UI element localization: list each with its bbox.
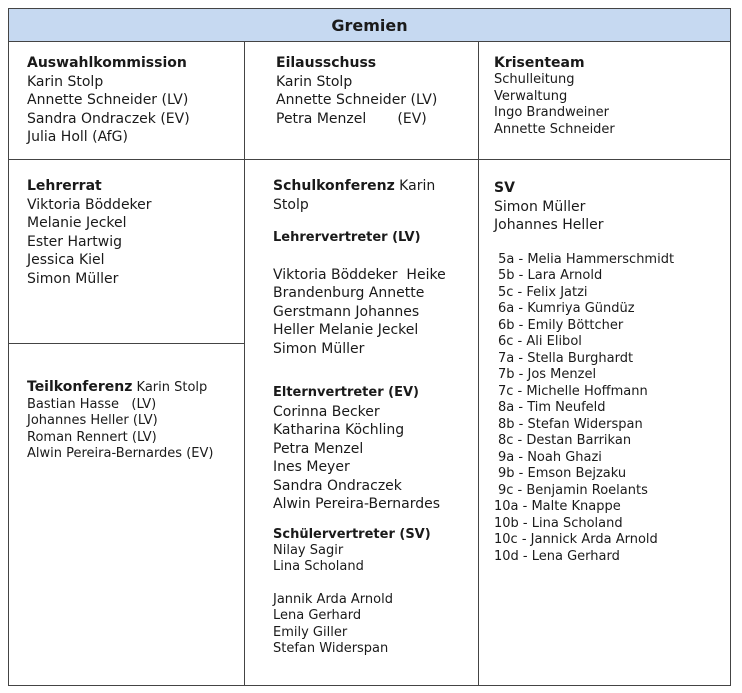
teilkonferenz-member: Alwin Pereira-Bernardes (EV) — [27, 446, 214, 461]
teilkonferenz-member: Bastian Hasse (LV) — [27, 396, 157, 412]
auswahl-member: Julia Holl (AfG) — [27, 129, 128, 145]
cell-teilkonferenz — [27, 379, 242, 463]
cell-auswahlkommission — [27, 54, 239, 147]
lehrerrat-member: Melanie Jeckel — [27, 215, 127, 231]
spacer — [273, 514, 475, 526]
lehrerrat-member: Simon Müller — [27, 270, 119, 287]
column-divider-1 — [244, 42, 245, 685]
schulkonferenz-heading — [273, 177, 475, 196]
eilausschuss-title: Eilausschuss — [276, 55, 377, 71]
teilkonferenz-heading — [27, 379, 242, 397]
sv-class-list — [494, 252, 726, 566]
spacer — [273, 248, 475, 266]
sv-class-item: 9a - Noah Ghazi — [498, 449, 602, 465]
lehrervertreter-line: Heller Melanie Jeckel — [273, 322, 419, 338]
cell-lehrerrat — [27, 177, 239, 288]
lehrervertreter-line: Simon Müller — [273, 340, 365, 357]
schuelervertreter-line: Lina Scholand — [273, 559, 364, 574]
cell-schulkonferenz — [273, 177, 475, 658]
sv-class-item: 8b - Stefan Widerspan — [498, 416, 643, 432]
eilausschuss-member: Karin Stolp — [276, 73, 353, 90]
spacer — [273, 358, 475, 384]
schuelervertreter-line: Emily Giller — [273, 624, 348, 640]
sv-class-item: 5a - Melia Hammerschmidt — [494, 251, 675, 267]
column-divider-2 — [478, 42, 479, 685]
sv-class-item: 9c - Benjamin Roelants — [498, 482, 648, 498]
auswahl-title: Auswahlkommission — [27, 55, 187, 71]
teilkonferenz-lead: Karin Stolp — [132, 380, 208, 395]
cell-sv — [494, 179, 726, 565]
spacer — [273, 576, 475, 592]
sv-class-item: 7a - Stella Burghardt — [498, 350, 634, 366]
lehrerrat-member: Viktoria Böddeker — [27, 196, 152, 213]
schuelervertreter-line: Nilay Sagir — [273, 542, 344, 558]
sv-title: SV — [494, 180, 515, 196]
sv-class-item: 6c - Ali Elibol — [498, 334, 582, 349]
schuelervertreter-line: Stefan Widerspan — [273, 641, 389, 656]
cell-krisenteam — [494, 54, 724, 138]
elternvertreter-line: Sandra Ondraczek — [273, 477, 402, 494]
schulkonferenz-lead: Karin — [394, 178, 436, 194]
sv-class-item: 7c - Michelle Hoffmann — [498, 383, 648, 399]
elternvertreter-line: Katharina Köchling — [273, 422, 405, 438]
schuelervertreter-line: Lena Gerhard — [273, 608, 362, 623]
sv-lead: Simon Müller — [494, 198, 586, 215]
lehrerrat-member: Jessica Kiel — [27, 252, 105, 268]
eilausschuss-member: Petra Menzel (EV) — [276, 110, 427, 127]
sv-class-item: 10b - Lina Scholand — [494, 515, 623, 531]
auswahl-member: Sandra Ondraczek (EV) — [27, 110, 190, 127]
row-divider-left-2 — [9, 343, 244, 344]
krisenteam-member: Schulleitung — [494, 72, 575, 87]
sv-class-item: 10a - Malte Knappe — [494, 499, 621, 514]
schulkonferenz-lead-cont: Stolp — [273, 196, 309, 213]
lehrerrat-title: Lehrerrat — [27, 178, 102, 194]
row-divider-left-1 — [9, 159, 730, 160]
sv-class-item: 9b - Emson Bejzaku — [498, 466, 627, 481]
spacer — [494, 235, 726, 252]
krisenteam-title: Krisenteam — [494, 55, 585, 71]
lehrervertreter-title: Lehrervertreter (LV) — [273, 230, 421, 245]
sv-class-item: 5b - Lara Arnold — [498, 268, 603, 283]
elternvertreter-title: Elternvertreter (EV) — [273, 385, 419, 400]
auswahl-member: Karin Stolp — [27, 73, 104, 90]
sv-class-item: 5c - Felix Jatzi — [498, 284, 588, 300]
spacer — [273, 214, 475, 229]
lehrervertreter-line: Brandenburg Annette — [273, 285, 425, 301]
cell-eilausschuss — [276, 54, 476, 128]
teilkonferenz-title: Teilkonferenz — [27, 379, 133, 395]
sv-lead: Johannes Heller — [494, 217, 604, 233]
schuelervertreter-title: Schülervertreter (SV) — [273, 526, 431, 542]
sv-class-item: 6b - Emily Böttcher — [498, 317, 624, 333]
sv-class-item: 7b - Jos Menzel — [498, 367, 597, 382]
sv-class-item: 6a - Kumriya Gündüz — [498, 301, 635, 316]
table-header — [9, 9, 730, 42]
krisenteam-member: Annette Schneider — [494, 121, 615, 137]
lehrervertreter-line: Viktoria Böddeker Heike — [273, 266, 446, 283]
elternvertreter-line: Petra Menzel — [273, 440, 364, 457]
krisenteam-member: Verwaltung — [494, 88, 568, 104]
elternvertreter-line: Corinna Becker — [273, 403, 380, 420]
teilkonferenz-member: Johannes Heller (LV) — [27, 413, 158, 428]
krisenteam-member: Ingo Brandweiner — [494, 105, 609, 120]
auswahl-member: Annette Schneider (LV) — [27, 92, 189, 108]
sv-class-item: 8a - Tim Neufeld — [498, 400, 606, 415]
lehrervertreter-line: Gerstmann Johannes — [273, 303, 420, 320]
gremien-table — [8, 8, 731, 686]
lehrerrat-member: Ester Hartwig — [27, 233, 123, 250]
schuelervertreter-line: Jannik Arda Arnold — [273, 591, 393, 607]
sv-class-item: 8c - Destan Barrikan — [498, 433, 632, 448]
eilausschuss-member: Annette Schneider (LV) — [276, 92, 438, 108]
table-title: Gremien — [331, 15, 408, 35]
schulkonferenz-title: Schulkonferenz — [273, 178, 395, 194]
elternvertreter-line: Ines Meyer — [273, 459, 350, 475]
elternvertreter-line: Alwin Pereira-Bernardes — [273, 496, 441, 512]
teilkonferenz-member: Roman Rennert (LV) — [27, 429, 157, 445]
sv-class-item: 10c - Jannick Arda Arnold — [494, 532, 658, 547]
sv-class-item: 10d - Lena Gerhard — [494, 548, 620, 564]
